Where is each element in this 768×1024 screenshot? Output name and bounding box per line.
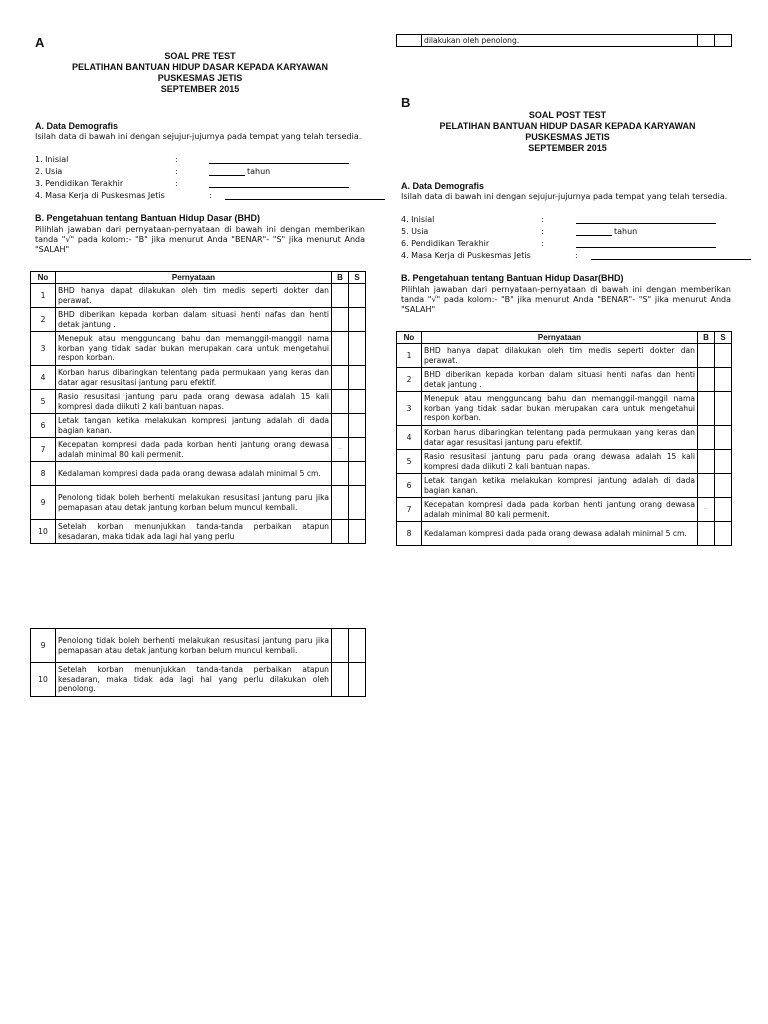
question-number: 9 <box>31 629 56 663</box>
pre-section-a-intro: Isilah data di bawah ini dengan sejujur-jujurnya pada tempat yang telah tersedia. <box>35 132 362 141</box>
question-text: dilakukan oleh penolong. <box>422 35 698 47</box>
pre-section-a-title: A. Data Demografis <box>35 121 119 131</box>
table-row <box>31 308 366 332</box>
pre-table-header <box>31 272 366 284</box>
answer-benar-cell[interactable] <box>332 629 349 663</box>
post-field-education[interactable] <box>401 238 731 249</box>
post-fragment-row <box>396 34 732 47</box>
table-row <box>397 450 732 474</box>
table-row <box>31 486 366 520</box>
col-no: No <box>397 332 422 344</box>
answer-benar-cell[interactable] <box>332 414 349 438</box>
table-row <box>397 426 732 450</box>
question-text: Penolong tidak boleh berhenti melakukan resusitasi jantung paru jika pemapasan atau detak jantung korban belum muncul kembali. <box>56 486 332 520</box>
question-number: 6 <box>31 414 56 438</box>
answer-benar-cell[interactable] <box>698 368 715 392</box>
table-row <box>31 663 366 697</box>
post-field-education-colon: : <box>541 239 544 248</box>
answer-salah-cell[interactable] <box>715 426 732 450</box>
answer-benar-cell[interactable] <box>698 498 715 522</box>
answer-salah-cell[interactable] <box>715 522 732 546</box>
table-row <box>397 522 732 546</box>
col-statement: Pernyataan <box>422 332 698 344</box>
answer-salah-cell[interactable] <box>715 450 732 474</box>
pre-test-title-line-3: PUSKESMAS JETIS <box>157 73 243 83</box>
table-row <box>397 368 732 392</box>
pre-field-tenure-blank[interactable] <box>225 199 385 200</box>
post-question-table <box>396 331 732 546</box>
question-number <box>397 35 422 47</box>
post-field-age[interactable] <box>401 226 731 237</box>
answer-benar-cell[interactable] <box>332 332 349 366</box>
pre-section-b-intro: Pilihlah jawaban dari pernyataan-pernyataan di bawah ini dengan memberikan tanda "√" pada kolom:- "B" jika menurut Anda "BENAR"- "S" jika menurut Anda "SALAH" <box>35 225 365 254</box>
pre-field-initial-blank[interactable] <box>209 163 349 164</box>
table-row <box>31 462 366 486</box>
col-s: S <box>349 272 366 284</box>
answer-benar-cell[interactable] <box>332 663 349 697</box>
table-row <box>31 332 366 366</box>
pre-question-table <box>30 271 366 544</box>
check-mark-placeholder: ·· <box>338 445 342 453</box>
question-text: Setelah korban menunjukkan tanda-tanda perbaikan atapun kesadaran, maka tidak ada lagi hal yang perlu dilakukan oleh penolong. <box>56 663 332 697</box>
question-text: Rasio resusitasi jantung paru pada orang dewasa adalah 15 kali kompresi dada diikuti 2 kali bantuan napas. <box>422 450 698 474</box>
post-field-education-label: 6. Pendidikan Terakhir <box>401 239 490 248</box>
post-field-tenure[interactable] <box>401 250 753 261</box>
answer-salah-cell[interactable] <box>349 462 366 486</box>
post-test-label: B <box>401 95 411 110</box>
question-text: BHD diberikan kepada korban dalam situasi henti nafas dan henti detak jantung . <box>422 368 698 392</box>
post-field-initial-blank[interactable] <box>576 223 716 224</box>
answer-salah-cell[interactable] <box>349 520 366 544</box>
table-row <box>31 366 366 390</box>
pre-field-initial-colon: : <box>175 155 178 164</box>
question-number: 4 <box>31 366 56 390</box>
post-field-age-colon: : <box>541 227 544 236</box>
answer-salah-cell[interactable] <box>715 392 732 426</box>
col-b: B <box>698 332 715 344</box>
pre-field-age-label: 2. Usia <box>35 167 63 176</box>
table-row <box>397 392 732 426</box>
post-field-tenure-colon: : <box>575 251 578 260</box>
question-number: 7 <box>397 498 422 522</box>
col-s: S <box>715 332 732 344</box>
answer-salah-cell[interactable] <box>349 284 366 308</box>
pre-field-initial[interactable] <box>35 154 365 165</box>
answer-salah-cell[interactable] <box>715 498 732 522</box>
pre-field-tenure[interactable] <box>35 190 385 201</box>
answer-benar-cell[interactable] <box>698 450 715 474</box>
post-test-title-line-3: PUSKESMAS JETIS <box>525 132 610 142</box>
post-section-a-title: A. Data Demografis <box>401 181 485 191</box>
answer-benar-cell[interactable] <box>698 392 715 426</box>
answer-salah-cell[interactable] <box>349 366 366 390</box>
question-text: Korban harus dibaringkan telentang pada permukaan yang keras dan datar agar resusitasi jantung paru efektif. <box>56 366 332 390</box>
answer-salah-cell[interactable] <box>715 344 732 368</box>
col-b: B <box>332 272 349 284</box>
answer-benar-cell[interactable] <box>332 462 349 486</box>
question-number: 7 <box>31 438 56 462</box>
post-test-title-line-4: SEPTEMBER 2015 <box>528 143 607 153</box>
table-row <box>31 520 366 544</box>
pre-field-tenure-colon: : <box>209 191 212 200</box>
pre-field-education-colon: : <box>175 179 178 188</box>
answer-benar-cell[interactable] <box>332 308 349 332</box>
pre-test-title-line-2: PELATIHAN BANTUAN HIDUP DASAR KEPADA KARYAWAN <box>71 62 328 72</box>
answer-salah-cell[interactable] <box>715 474 732 498</box>
question-number: 9 <box>31 486 56 520</box>
pre-field-education-blank[interactable] <box>209 187 349 188</box>
post-section-a-intro: Isilah data di bawah ini dengan sejujur-jujurnya pada tempat yang telah tersedia. <box>401 192 728 201</box>
col-no: No <box>31 272 56 284</box>
question-number: 2 <box>397 368 422 392</box>
answer-benar-cell[interactable] <box>698 344 715 368</box>
question-number: 10 <box>31 520 56 544</box>
pre-test-title-block <box>40 51 360 95</box>
question-number: 5 <box>31 390 56 414</box>
post-field-age-blank[interactable] <box>576 235 612 236</box>
question-number: 6 <box>397 474 422 498</box>
question-text: BHD diberikan kepada korban dalam situasi henti nafas dan henti detak jantung . <box>56 308 332 332</box>
answer-salah-cell[interactable] <box>349 486 366 520</box>
question-number: 10 <box>31 663 56 697</box>
answer-salah-cell[interactable] <box>349 663 366 697</box>
question-number: 3 <box>397 392 422 426</box>
pre-field-age-suffix: tahun <box>247 167 271 176</box>
table-row <box>31 284 366 308</box>
question-text: Penolong tidak boleh berhenti melakukan resusitasi jantung paru jika pemapasan atau detak jantung korban belum muncul kembali. <box>56 629 332 663</box>
table-row <box>397 474 732 498</box>
answer-benar-cell[interactable] <box>332 284 349 308</box>
question-text: Menepuk atau mengguncang bahu dan memanggil-manggil nama korban yang tidak sadar bukan merupakan cara untuk mengetahui respon korban. <box>56 332 332 366</box>
post-field-initial[interactable] <box>401 214 731 225</box>
question-text: BHD hanya dapat dilakukan oleh tim medis seperti dokter dan perawat. <box>422 344 698 368</box>
question-text: Kecepatan kompresi dada pada korban henti jantung orang dewasa adalah minimal 80 kali permenit. <box>56 438 332 462</box>
post-field-tenure-label: 4. Masa Kerja di Puskesmas Jetis <box>401 251 531 260</box>
question-text: Kecepatan kompresi dada pada korban henti jantung orang dewasa adalah minimal 80 kali permenit. <box>422 498 698 522</box>
table-row <box>397 35 732 47</box>
post-section-b-title: B. Pengetahuan tentang Bantuan Hidup Dasar(BHD) <box>401 273 624 283</box>
table-row <box>31 414 366 438</box>
post-table-header <box>397 332 732 344</box>
post-field-initial-colon: : <box>541 215 544 224</box>
question-text: Kedalaman kompresi dada pada orang dewasa adalah minimal 5 cm. <box>56 462 332 486</box>
col-statement: Pernyataan <box>56 272 332 284</box>
pre-field-tenure-label: 4. Masa Kerja di Puskesmas Jetis <box>35 191 165 200</box>
pre-section-b-title: B. Pengetahuan tentang Bantuan Hidup Dasar (BHD) <box>35 213 261 223</box>
question-number: 8 <box>31 462 56 486</box>
post-section-b-intro: Pilihlah jawaban dari pernyataan-pernyataan di bawah ini dengan memberikan tanda "√" pada kolom:- "B" jika menurut Anda "BENAR"- "S" jika menurut Anda "SALAH" <box>401 285 731 314</box>
question-text: BHD hanya dapat dilakukan oleh tim medis seperti dokter dan perawat. <box>56 284 332 308</box>
question-number: 3 <box>31 332 56 366</box>
pre-test-title-line-1: SOAL PRE TEST <box>164 51 236 61</box>
answer-salah-cell[interactable] <box>349 332 366 366</box>
answer-benar-cell[interactable] <box>332 520 349 544</box>
question-text: Letak tangan ketika melakukan kompresi jantung adalah di dada bagian kanan. <box>56 414 332 438</box>
answer-benar-cell[interactable] <box>332 486 349 520</box>
post-field-education-blank[interactable] <box>576 247 716 248</box>
post-field-initial-label: 4. Inisial <box>401 215 435 224</box>
question-number: 2 <box>31 308 56 332</box>
question-text: Kedalaman kompresi dada pada orang dewasa adalah minimal 5 cm. <box>422 522 698 546</box>
question-text: Letak tangan ketika melakukan kompresi jantung adalah di dada bagian kanan. <box>422 474 698 498</box>
question-number: 8 <box>397 522 422 546</box>
post-field-tenure-blank[interactable] <box>591 259 751 260</box>
check-mark-placeholder: ·· <box>704 505 708 513</box>
answer-salah-cell[interactable] <box>349 414 366 438</box>
answer-benar-cell[interactable] <box>332 390 349 414</box>
post-field-age-label: 5. Usia <box>401 227 429 236</box>
answer-benar-cell[interactable] <box>698 426 715 450</box>
pre-field-education[interactable] <box>35 178 365 189</box>
pre-field-initial-label: 1. Inisial <box>35 155 69 164</box>
table-row <box>31 390 366 414</box>
table-row <box>31 629 366 663</box>
question-text: Menepuk atau mengguncang bahu dan memanggil-manggil nama korban yang tidak sadar bukan merupakan cara untuk mengetahui respon korban. <box>422 392 698 426</box>
question-number: 5 <box>397 450 422 474</box>
question-text: Rasio resusitasi jantung paru pada orang dewasa adalah 15 kali kompresi dada diikuti 2 kali bantuan napas. <box>56 390 332 414</box>
answer-benar-cell[interactable] <box>332 366 349 390</box>
answer-salah-cell[interactable] <box>349 629 366 663</box>
answer-benar-cell[interactable] <box>698 35 715 47</box>
answer-benar-cell[interactable] <box>698 474 715 498</box>
answer-salah-cell[interactable] <box>349 308 366 332</box>
pre-field-age-blank[interactable] <box>209 175 245 176</box>
post-field-age-suffix: tahun <box>614 227 638 236</box>
answer-benar-cell[interactable] <box>332 438 349 462</box>
answer-salah-cell[interactable] <box>715 35 732 47</box>
pre-field-education-label: 3. Pendidikan Terakhir <box>35 179 124 188</box>
question-text: Korban harus dibaringkan telentang pada permukaan yang keras dan datar agar resusitasi jantung paru efektif. <box>422 426 698 450</box>
pre-test-title-line-4: SEPTEMBER 2015 <box>160 84 240 94</box>
post-test-title-block <box>405 110 730 154</box>
pre-question-table-continued <box>30 628 366 697</box>
answer-salah-cell[interactable] <box>349 438 366 462</box>
answer-salah-cell[interactable] <box>349 390 366 414</box>
pre-field-age[interactable] <box>35 166 365 177</box>
answer-benar-cell[interactable] <box>698 522 715 546</box>
post-test-title-line-1: SOAL POST TEST <box>528 110 607 120</box>
table-row <box>397 344 732 368</box>
question-number: 1 <box>31 284 56 308</box>
answer-salah-cell[interactable] <box>715 368 732 392</box>
table-row <box>31 438 366 462</box>
question-number: 1 <box>397 344 422 368</box>
post-test-title-line-2: PELATIHAN BANTUAN HIDUP DASAR KEPADA KARYAWAN <box>439 121 696 131</box>
pre-field-age-colon: : <box>175 167 178 176</box>
question-number: 4 <box>397 426 422 450</box>
question-text: Setelah korban menunjukkan tanda-tanda perbaikan atapun kesadaran, maka tidak ada lagi hal yang perlu <box>56 520 332 544</box>
table-row <box>397 498 732 522</box>
pre-test-label: A <box>35 35 45 50</box>
